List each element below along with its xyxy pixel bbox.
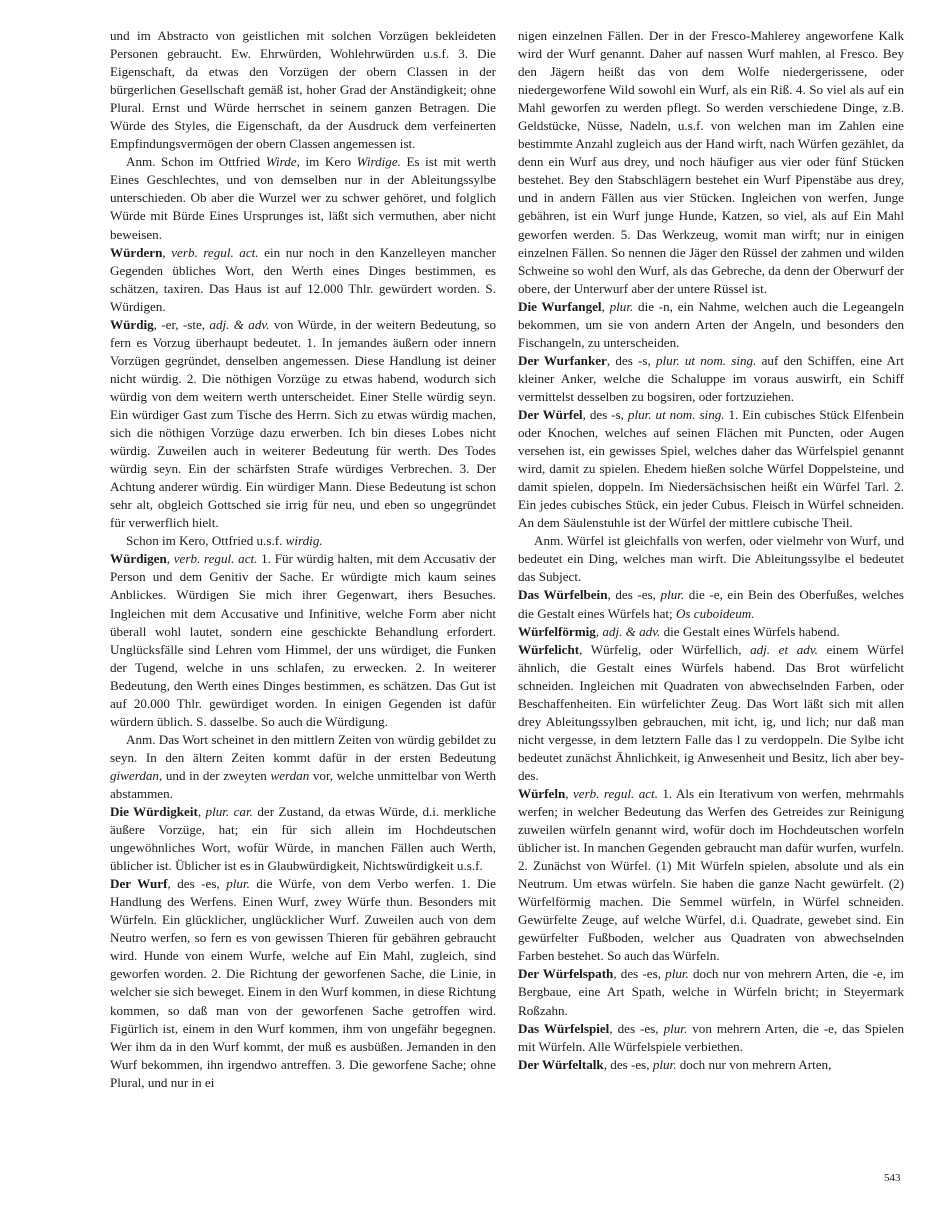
- entry-text: , des -es,: [603, 1056, 653, 1072]
- entry-text: 1. Ein cubisches Stück Elfenbein oder Knochen, welches auf seinen Flächen mit Puncten, oder Augen versehen ist, ein gewisses Spiel, welches daher das Würfelspiel genannt wird, damit zu spielen. Ehedem hießen solche Würfel Doppelsteine, und damit spielen, doppeln. Im Niedersächsischen heißt ein Würfel Tarl. 2. Ein jedes cubisches Stück, ein jeder Cubus. Fleisch in Würfel schneiden. An dem Säulenstuhle ist der Würfel der mittlere cubische Theil.: [518, 406, 904, 531]
- italic-term: Os cuboideum.: [675, 605, 755, 621]
- entry-text: ,: [166, 551, 174, 567]
- entry-text: ,: [162, 244, 172, 260]
- entry-text: , -er, -ste,: [153, 316, 210, 332]
- annotation-paragraph: [518, 532, 904, 586]
- entry-headword: Der Würfeltalk: [518, 1056, 604, 1072]
- entry-text: ,: [197, 804, 206, 820]
- entry-text: , des -es,: [609, 1020, 664, 1036]
- entry-headword: Die Würdigkeit: [110, 804, 198, 820]
- entry-text: vor, welche unmittelbar von Werth abstammen.: [110, 767, 496, 801]
- italic-term: werdan: [270, 767, 310, 783]
- italic-term: Wirde,: [265, 154, 300, 170]
- italic-term: verb. regul. act.: [171, 244, 259, 260]
- entry-text: Anm. Würfel ist gleichfalls von werfen, oder vielmehr von Wurf, und bedeutet ein Ding, welches man wirft. Die Ableitungssylbe el bedeutet das Subject.: [518, 533, 904, 585]
- dictionary-entry: [518, 623, 904, 641]
- entry-text: ,: [601, 298, 610, 314]
- entry-headword: Würdig: [110, 316, 154, 332]
- dictionary-entry: [110, 803, 496, 875]
- entry-text: , Würfelig, oder Würfellich,: [579, 641, 751, 657]
- continued-paragraph: [110, 27, 496, 153]
- italic-term: plur.: [663, 1020, 688, 1036]
- dictionary-entry: [518, 586, 904, 622]
- entry-text: Anm. Schon im Ottfried: [126, 154, 266, 170]
- entry-text: , des -es,: [607, 587, 661, 603]
- page-number: 543: [884, 1172, 901, 1184]
- entry-text: doch nur von mehrern Arten,: [676, 1056, 832, 1072]
- italic-term: plur.: [665, 966, 689, 982]
- entry-text: Anm. Das Wort scheinet in den mittlern Zeiten von würdig gebildet zu seyn. In den ältern Zeiten kommt dafür in der ersten Bedeutung: [110, 731, 496, 765]
- entry-headword: Die Wurfangel: [518, 298, 602, 314]
- entry-text: die Gestalt eines Würfels habend.: [660, 623, 840, 639]
- entry-text: einem Würfel ähnlich, die Gestalt eines Würfels habend. Das Brot würfelicht schneiden. Ingleichen mit Quadraten von abwechselnden Farben, oder Beschaffenheiten. Ein würfelichter Zeug. Das Wort läßt sich mit allen drey Ableitungssylben gebrauchen, mit icht, ig, und lich; nur daß man nicht vergesse, in dem letztern Falle das l zu verdoppeln. Die Sylbe icht bedeutet zunächst Ähnlichkeit, ig Anwesenheit und Besitz, lich aber beydes.: [518, 641, 904, 783]
- entry-text: die Würfe, von dem Verbo werfen. 1. Die Handlung des Werfens. Einen Wurf, zwey Würfe thun. Besonders mit Würfeln. Ein glücklicher, unglücklicher Wurf. Zuweilen auch von dem Neutro werfen, so fern es von gewissen Thieren für gebähren gebraucht wird. Hunde von einem Wurfe, welche auf Ein Mahl, zugleich, sind geworfen worden. 2. Die Richtung der geworfenen Sache, die Linie, in welcher sie sich beweget. Einem in den Wurf kommen, in diese Richtung kommen, so daß man von der geworfenen Sache getroffen wird. Figürlich ist, einem in den Wurf kommen, ihm von ungefähr begegnen. Wer ihm da in den Wurf kommt, der muß es ausbüßen. Jemanden in den Wurf bekommen, ihn irgendwo antreffen. 3. Die geworfene Sache; ohne Plural, und nur in ei: [110, 876, 496, 1090]
- italic-term: plur.: [226, 876, 250, 892]
- right-column: [518, 27, 904, 1074]
- annotation-paragraph: [110, 731, 496, 803]
- entry-text: die -n, ein Nahme, welchen auch die Legeangeln bekommen, um sie von andern Arten der Angeln, und besonders den Fischangeln, zu unterscheiden.: [518, 298, 904, 350]
- entry-text: Es ist mit werth Eines Geschlechtes, und von demselben nur in der Ableitungssylbe unterschieden. Ob aber die Wurzel wer zu schwer gehöret, und folglich Würde mit Bürde Eines Ursprunges ist, läßt sich vermuthen, aber nicht beweisen.: [110, 154, 496, 242]
- entry-text: , des -es,: [167, 876, 227, 892]
- dictionary-entry: [518, 641, 904, 785]
- entry-text: , des -es,: [613, 966, 666, 982]
- entry-text: Schon im Kero, Ottfried u.s.f.: [126, 533, 286, 549]
- dictionary-entry: [518, 352, 904, 406]
- entry-text: 1. Für würdig halten, mit dem Accusativ der Person und dem Genitiv der Sache. Er würdigte mich kaum seines Anblickes. Würdigen Sie mich ihrer Gegenwart, ihers Besuches. Ingleichen mit dem Accusative und Infinitive, welche Form aber nicht überall wohl lautet, sondern eine geschickte Behandlung erfordert. Unglücksfälle sind Lehren vom Himmel, der uns würdiget, die Funken der Tugend, welche in uns schlafen, zu erwecken. 2. In weiterer Bedeutung, den Werth eines Dinges bestimmen, es schätzen. Das Gut ist auf 20.000 Thlr. gewürdiget worden. In einigen Gegenden ist dafür würdern üblich. S. dasselbe. So auch die Würdigung.: [110, 551, 496, 729]
- dictionary-entry: [110, 244, 496, 316]
- entry-text: doch nur von mehrern Arten, die -e, im Bergbaue, eine Art Spath, welche in Würfeln bricht; in Steyermark Roßzahn.: [518, 966, 904, 1018]
- italic-term: verb. regul. act.: [572, 785, 658, 801]
- entry-text: von Würde, in der weitern Bedeutung, so fern es Vorzug überhaupt bedeutet. 1. In jemandes äußern oder innern Vorzügen gegründet, denselben angemessen. Diese Handlung ist deiner nicht würdig. 2. Die nöthigen Vorzüge zu etwas habend, wodurch sich würdig von dem weitern werth unterscheidet. Einer Stelle würdig seyn. Ein würdiger Gast zum Tische des Herrn. Sich zu etwas würdig machen, sich die nöthigen Vorzüge dazu erwerben. Ich bin dieses Lobes nicht würdig. Zuweilen auch in weiterer Bedeutung für werth. Des Todes würdig seyn. Ein der schärfsten Strafe würdiges Verbrechen. 3. Der Achtung anderer würdig. Ein würdiger Mann. Diese Bedeutung ist schon sehr alt, obgleich Gottsched sie irrig für neu, und eben so ungegründet für verwerflich hielt.: [110, 316, 496, 531]
- continued-paragraph: [518, 27, 904, 298]
- entry-text: nigen einzelnen Fällen. Der in der Fresco-Mahlerey angeworfene Kalk wird der Wurf genannt. Daher auf nassen Wurf mahlen, al Fresco. Bey den Jägern heißt das von dem Wolfe niedergerissene, oder niedergeworfene Wild sowohl ein Wurf, als ein Riß. 4. So viel als auf ein Mahl geworfen zu werden pflegt. So werden verschiedene Dinge, z.B. Geldstücke, Nüsse, Nadeln, u.s.f. von welchen man im Zahlen eine bestimmte Anzahl zugleich aus der Hand wirft, nach Würfen gezählet, da denn ein Wurf aus drey, und noch häufiger aus vier oder fünf Stücken bestehet. Bey den Stabschlägern bestehet ein Wurf Pipenstäbe aus drey, und in andern Fällen aus vier Stücken. Ingleichen von werfen, Junge gebähren, ist ein Wurf junge Hunde, Katzen, so viel, als auf Ein Mahl geworfen werden. 5. Das Werkzeug, womit man wirft; nur in einigen einzelnen Fällen. So nennen die Jäger den Rüssel der zahmen und wilden Schweine so wohl den Wurf, als das Gebreche, da denn der Oberwurf der obere, der Unterwurf aber der untere Rüssel ist.: [518, 28, 904, 296]
- dictionary-entry: [518, 1020, 904, 1056]
- entry-text: und in der zweyten: [162, 767, 271, 783]
- italic-term: plur.: [609, 298, 634, 314]
- dictionary-entry: [110, 875, 496, 1092]
- dictionary-entry: [518, 298, 904, 352]
- entry-headword: Würdern: [110, 244, 163, 260]
- entry-headword: Würfeln: [518, 785, 566, 801]
- entry-headword: Der Wurf: [110, 876, 168, 892]
- entry-text: auf den Schiffen, eine Art kleiner Anker, welche die Schaluppe im voraus auswirft, ein Schiff vermittelst desselben zu bogsiren, oder fortzuziehen.: [518, 352, 904, 404]
- dictionary-entry: [518, 1056, 904, 1074]
- italic-term: plur.: [652, 1056, 677, 1072]
- dictionary-entry: [518, 965, 904, 1019]
- entry-text: , des -s,: [582, 406, 628, 422]
- entry-text: ,: [595, 623, 603, 639]
- entry-headword: Würfelförmig: [518, 623, 596, 639]
- italic-term: wirdig.: [285, 533, 323, 549]
- entry-text: die -e, ein Bein des Oberfußes, welches die Gestalt eines Würfels hat;: [518, 587, 904, 621]
- italic-term: adj. & adv.: [209, 316, 270, 332]
- entry-headword: Das Würfelspiel: [518, 1020, 610, 1036]
- entry-headword: Das Würfelbein: [518, 587, 608, 603]
- left-column: [110, 27, 496, 1092]
- annotation-paragraph: [110, 153, 496, 243]
- entry-headword: Der Würfelspath: [518, 966, 614, 982]
- italic-term: verb. regul. act.: [173, 551, 258, 567]
- entry-headword: Der Würfel: [518, 406, 583, 422]
- entry-text: von mehrern Arten, die -e, das Spielen mit Würfeln. Alle Würfelspiele verbiethen.: [518, 1020, 904, 1054]
- entry-text: der Zustand, da etwas Würde, d.i. merkliche äußere Vorzüge, hat; ein für sich allein im Hochdeutschen ungewöhnliches Wort, wofür Würde, in manchen Fällen auch Werth, üblicher ist. Üblicher ist es in Glaubwürdigkeit, Nichtswürdigkeit u.s.f.: [110, 804, 496, 874]
- italic-term: giwerdan,: [110, 767, 163, 783]
- dictionary-entry: [110, 550, 496, 730]
- annotation-paragraph: [110, 532, 496, 550]
- dictionary-entry: [110, 316, 496, 533]
- entry-text: und im Abstracto von geistlichen mit solchen Vorzügen bekleideten Personen gebraucht. Ew. Ehrwürden, Wohlehrwürden u.s.f. 3. Die Eigenschaft, da etwas den Vorzügen der obern Classen in der bürgerlichen Gesellschaft gemäß ist, hoher Grad der Anständigkeit; ohne Plural. Ernst und Würde herrschet in seinem ganzen Betragen. Die Würde des Styles, die Eigenschaft, da der Ausdruck dem verfeinerten Empfindungsvermögen der obern Classen angemessen ist.: [110, 28, 496, 152]
- entry-text: im Kero: [299, 154, 357, 170]
- italic-term: adj. et adv.: [750, 641, 818, 657]
- italic-term: plur.: [660, 587, 685, 603]
- italic-term: plur. ut nom. sing.: [655, 352, 757, 368]
- entry-headword: Würfelicht: [518, 641, 580, 657]
- entry-headword: Würdigen: [110, 551, 167, 567]
- entry-text: , des -s,: [606, 352, 656, 368]
- entry-text: ,: [565, 785, 573, 801]
- dictionary-entry: [518, 406, 904, 532]
- italic-term: plur. ut nom. sing.: [627, 406, 725, 422]
- dictionary-entry: [518, 785, 904, 965]
- italic-term: adj. & adv.: [602, 623, 661, 639]
- entry-text: 1. Als ein Iterativum von werfen, mehrmahls werfen; in welcher Bedeutung das Werfen des Getreides zur Reinigung zuweilen würfeln genannt wird, wofür doch im Hochdeutschen worfeln üblicher ist. In manchen Gegenden gebraucht man dafür wurfen, wurfeln. 2. Zunächst von Würfel. (1) Mit Würfeln spielen, absolute und als ein Neutrum. Um etwas würfeln. Sie haben die ganze Nacht gewürfelt. (2) Würfelförmig machen. Die Semmel würfeln, in Würfel schneiden. Gewürfelte Zeuge, auf welche Würfel, d.i. Quadrate, gewebet sind. Ein gewürfelter Fußboden, welcher aus Quadraten von abwechselnden Farben bestehet. So auch das Würfeln.: [518, 785, 904, 964]
- italic-term: plur. car.: [205, 804, 253, 820]
- italic-term: Wirdige.: [356, 154, 401, 170]
- entry-headword: Der Wurfanker: [518, 352, 607, 368]
- entry-text: ein nur noch in den Kanzelleyen mancher Gegenden übliches Wort, den Werth eines Dinges bestimmen, es schätzen, taxiren. Das Haus ist auf 12.000 Thlr. gewürdert worden. S. Würdigen.: [110, 244, 496, 314]
